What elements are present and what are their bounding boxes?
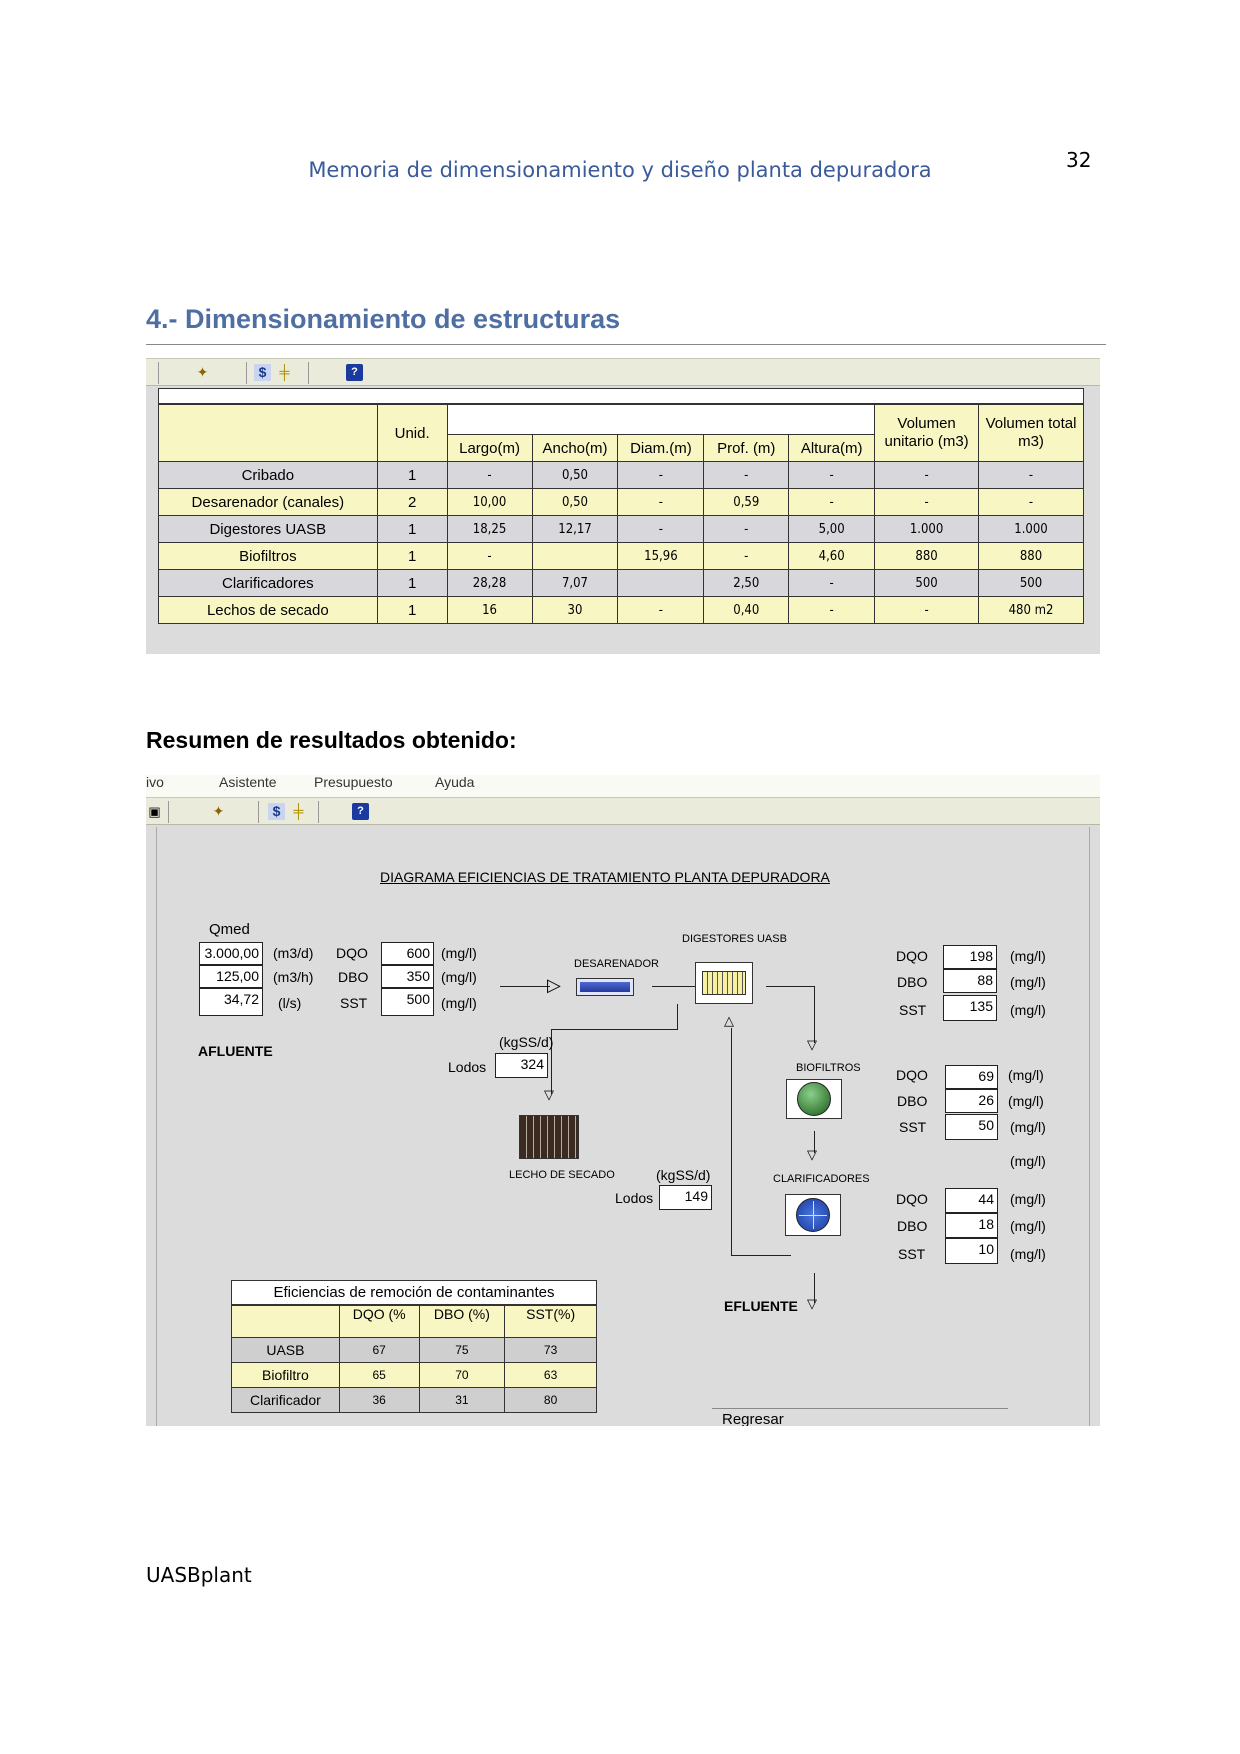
menu-bar: [146, 775, 1100, 797]
table-cell: -: [618, 597, 704, 624]
diam-header: Diam.(m): [618, 435, 704, 462]
uasb-dqo-value: 198: [943, 945, 997, 969]
flow-line: [500, 986, 550, 987]
influent-dbo-value: 350: [381, 965, 434, 988]
wizard-icon[interactable]: ✦: [212, 803, 225, 819]
structure-name-cell: Biofiltros: [159, 543, 378, 570]
uasb-sst-value: 135: [943, 995, 997, 1021]
flow-line: [731, 1255, 791, 1256]
efficiency-cell: 31: [419, 1388, 505, 1413]
efficiency-cell: 67: [339, 1338, 419, 1363]
wizard-icon[interactable]: ✦: [196, 364, 209, 380]
lodos1-label: Lodos: [448, 1059, 487, 1075]
uasb-dqo-label: DQO: [896, 948, 928, 964]
toolbar-separator: [308, 362, 309, 384]
clarif-dbo-value: 18: [945, 1213, 998, 1238]
toolbar: [146, 358, 1100, 386]
table-cell: 2: [377, 489, 447, 516]
efluente-label: EFLUENTE: [724, 1298, 798, 1314]
table-row: [159, 489, 1084, 516]
table-cell: -: [979, 489, 1084, 516]
dimension-table-body: [159, 462, 1084, 624]
arrow-head-down-icon: ▽: [807, 1037, 817, 1052]
biofiltro-sst-label: SST: [899, 1119, 927, 1135]
vol-total-header: Volumen total m3): [979, 405, 1084, 462]
lecho-label: LECHO DE SECADO: [509, 1169, 615, 1181]
influent-sst-value: 500: [381, 988, 434, 1016]
table-row: [159, 597, 1084, 624]
table-cell: [532, 543, 618, 570]
influent-dqo-label: DQO: [336, 945, 368, 961]
table-cell: -: [704, 516, 789, 543]
structure-name-cell: Cribado: [159, 462, 378, 489]
toolbar: [146, 797, 1100, 825]
uasb-dbo-unit: (mg/l): [1010, 974, 1046, 990]
structure-name-cell: Clarificadores: [159, 570, 378, 597]
table-cell: 30: [532, 597, 618, 624]
uasb-dbo-label: DBO: [897, 974, 928, 990]
table-cell: 0,59: [704, 489, 789, 516]
table-cell: -: [789, 570, 875, 597]
desarenador-label: DESARENADOR: [574, 958, 659, 970]
prof-header: Prof. (m): [704, 435, 789, 462]
influent-dbo-unit: (mg/l): [441, 969, 477, 985]
unit-name-cell: Biofiltro: [232, 1363, 340, 1388]
clarif-sst-value: 10: [945, 1238, 998, 1264]
menu-item-ayuda[interactable]: Ayuda: [435, 774, 475, 790]
lodos1-unit: (kgSS/d): [499, 1034, 554, 1050]
table-cell: [618, 570, 704, 597]
help-icon[interactable]: ?: [352, 803, 369, 820]
flow-line: [551, 1029, 678, 1030]
biofiltro-dqo-unit: (mg/l): [1008, 1067, 1044, 1083]
diagram-title: DIAGRAMA EFICIENCIAS DE TRATAMIENTO PLANTA DEPURADORA: [380, 869, 830, 885]
vol-unit-header: Volumen unitario (m3): [875, 405, 979, 462]
lodos2-value: 149: [659, 1185, 712, 1210]
table-cell: 5,00: [789, 516, 875, 543]
table-cell: 480 m2: [979, 597, 1084, 624]
table-cell: -: [618, 516, 704, 543]
toolbar-separator: [168, 801, 169, 823]
flow-line: [766, 986, 814, 987]
grid-icon[interactable]: ╪: [293, 803, 304, 819]
table-cell: 1: [377, 570, 447, 597]
table-cell: 1: [377, 597, 447, 624]
document-header-title: Memoria de dimensionamiento y diseño planta depuradora: [308, 158, 932, 182]
table-cell: 4,60: [789, 543, 875, 570]
eff-header-dqo: DQO (%: [339, 1306, 419, 1338]
uasb-sst-label: SST: [899, 1002, 927, 1018]
table-cell: -: [704, 462, 789, 489]
table-cell: 7,07: [532, 570, 618, 597]
table-cell: -: [447, 543, 532, 570]
table-row: [232, 1338, 597, 1363]
efficiency-table: [231, 1305, 597, 1413]
arrow-head-down-icon: ▽: [807, 1296, 817, 1311]
flow-line: [731, 1028, 732, 1255]
efficiency-cell: 80: [505, 1388, 597, 1413]
table-cell: 500: [979, 570, 1084, 597]
table-cell: 28,28: [447, 570, 532, 597]
efficiency-cell: 73: [505, 1338, 597, 1363]
flow-m3d-value: 3.000,00: [199, 942, 263, 965]
table-cell: 18,25: [447, 516, 532, 543]
table-cell: 12,17: [532, 516, 618, 543]
clarif-dbo-unit: (mg/l): [1010, 1218, 1046, 1234]
table-cell: -: [447, 462, 532, 489]
table-row: [159, 543, 1084, 570]
eff-header-dbo: DBO (%): [419, 1306, 505, 1338]
arrow-head-right-icon: ▷: [547, 975, 561, 995]
table-cell: 0,50: [532, 489, 618, 516]
diagram-window: [146, 775, 1100, 1426]
lodos2-label: Lodos: [615, 1190, 654, 1206]
toolbar-separator: [246, 362, 247, 384]
structure-name-cell: Lechos de secado: [159, 597, 378, 624]
dimension-window: [146, 348, 1100, 654]
clarif-dqo-value: 44: [945, 1188, 998, 1213]
budget-dollar-icon[interactable]: $: [254, 364, 271, 381]
table-cell: 10,00: [447, 489, 532, 516]
toolbar-separator: [258, 801, 259, 823]
arrow-head-down-icon: ▽: [544, 1087, 554, 1102]
table-row: [159, 462, 1084, 489]
save-icon[interactable]: ▣: [148, 804, 161, 819]
efficiency-cell: 36: [339, 1388, 419, 1413]
table-row: [159, 516, 1084, 543]
table-cell: 15,96: [618, 543, 704, 570]
flow-m3h-value: 125,00: [199, 965, 263, 988]
structure-name-cell: Digestores UASB: [159, 516, 378, 543]
table-row: [232, 1363, 597, 1388]
influent-sst-label: SST: [340, 995, 368, 1011]
desarenador-icon[interactable]: [576, 978, 634, 996]
table-cell: 2,50: [704, 570, 789, 597]
largo-header: Largo(m): [447, 435, 532, 462]
influent-dqo-value: 600: [381, 942, 434, 965]
uasb-dbo-value: 88: [943, 969, 997, 993]
table-cell: -: [789, 597, 875, 624]
biofiltro-sst-value: 50: [945, 1114, 998, 1140]
table-cell: 0,50: [532, 462, 618, 489]
table-cell: -: [875, 597, 979, 624]
efficiency-table-body: [232, 1338, 597, 1413]
efficiency-cell: 63: [505, 1363, 597, 1388]
toolbar-separator: [158, 362, 159, 384]
lodos1-value: 324: [495, 1053, 548, 1078]
clarificadores-label: CLARIFICADORES: [773, 1173, 870, 1185]
structure-name-cell: Desarenador (canales): [159, 489, 378, 516]
window-top-strip: [146, 348, 1100, 358]
table-cell: -: [979, 462, 1084, 489]
biofiltro-dbo-unit: (mg/l): [1008, 1093, 1044, 1109]
clarificador-icon[interactable]: [785, 1194, 841, 1236]
efficiency-table-title: Eficiencias de remoción de contaminantes: [231, 1280, 597, 1305]
biofiltros-label: BIOFILTROS: [796, 1062, 861, 1074]
results-heading: Resumen de resultados obtenido:: [146, 727, 517, 753]
flow-line: [677, 1004, 678, 1029]
section-divider: [146, 344, 1106, 345]
dimension-group-header: [447, 405, 875, 435]
efficiency-cell: 70: [419, 1363, 505, 1388]
table-cell: -: [704, 543, 789, 570]
uasb-sst-unit: (mg/l): [1010, 1002, 1046, 1018]
footer-text: UASBplant: [146, 1563, 252, 1587]
table-row: [232, 1388, 597, 1413]
uasb-dqo-unit: (mg/l): [1010, 948, 1046, 964]
biofiltro-dbo-label: DBO: [897, 1093, 928, 1109]
flow-m3h-unit: (m3/h): [273, 969, 314, 985]
flow-m3d-unit: (m3/d): [273, 945, 314, 961]
influent-dbo-label: DBO: [338, 969, 369, 985]
back-button-label: Regresar: [722, 1411, 784, 1426]
page-number: 32: [1066, 148, 1092, 172]
budget-dollar-icon[interactable]: $: [268, 803, 285, 820]
table-cell: 1.000: [979, 516, 1084, 543]
table-cell: 0,40: [704, 597, 789, 624]
table-cell: -: [618, 462, 704, 489]
digestores-label: DIGESTORES UASB: [682, 933, 787, 945]
table-cell: -: [875, 489, 979, 516]
altura-header: Altura(m): [789, 435, 875, 462]
table-cell: 1: [377, 543, 447, 570]
biofiltro-icon[interactable]: [786, 1079, 842, 1119]
clarif-dbo-label: DBO: [897, 1218, 928, 1234]
help-icon[interactable]: ?: [346, 364, 363, 381]
table-row: [159, 570, 1084, 597]
influent-sst-unit: (mg/l): [441, 995, 477, 1011]
menu-item-asistente[interactable]: Asistente: [219, 774, 277, 790]
table-cell: 500: [875, 570, 979, 597]
efficiency-corner: [232, 1306, 340, 1338]
toolbar-separator: [318, 801, 319, 823]
biofiltro-sst-unit: (mg/l): [1010, 1119, 1046, 1135]
table-panel-top: [158, 388, 1084, 404]
table-cell: 1: [377, 462, 447, 489]
table-cell: 1.000: [875, 516, 979, 543]
clarif-sst-label: SST: [898, 1246, 926, 1262]
unit-name-cell: Clarificador: [232, 1388, 340, 1413]
extra-unit-label: (mg/l): [1010, 1153, 1046, 1169]
table-cell: -: [789, 462, 875, 489]
flow-ls-value: 34,72: [199, 988, 263, 1016]
eff-header-sst: SST(%): [505, 1306, 597, 1338]
digestor-uasb-icon[interactable]: [695, 962, 753, 1004]
arrow-head-up-icon: △: [724, 1013, 734, 1028]
biofiltro-dqo-value: 69: [945, 1065, 998, 1089]
clarif-dqo-unit: (mg/l): [1010, 1191, 1046, 1207]
back-button[interactable]: [712, 1408, 1008, 1426]
menu-item-archivo[interactable]: ivo: [146, 774, 164, 790]
flow-line: [652, 986, 696, 987]
biofiltro-dqo-label: DQO: [896, 1067, 928, 1083]
efficiency-cell: 75: [419, 1338, 505, 1363]
menu-item-presupuesto[interactable]: Presupuesto: [314, 774, 393, 790]
flow-line: [814, 986, 815, 1043]
section-heading: 4.- Dimensionamiento de estructuras: [146, 304, 621, 334]
lecho-secado-icon[interactable]: [519, 1115, 579, 1159]
clarif-sst-unit: (mg/l): [1010, 1246, 1046, 1262]
dimension-table: [158, 404, 1084, 624]
flow-ls-unit: (l/s): [278, 995, 302, 1011]
table-cell: 880: [875, 543, 979, 570]
table-cell: 1: [377, 516, 447, 543]
clarif-dqo-label: DQO: [896, 1191, 928, 1207]
unid-header: Unid.: [377, 405, 447, 462]
influent-dqo-unit: (mg/l): [441, 945, 477, 961]
table-cell: 880: [979, 543, 1084, 570]
ancho-header: Ancho(m): [532, 435, 618, 462]
biofiltro-dbo-value: 26: [945, 1089, 998, 1113]
table-cell: -: [789, 489, 875, 516]
lodos2-unit: (kgSS/d): [656, 1167, 711, 1183]
qmed-label: Qmed: [209, 921, 250, 938]
efficiency-cell: 65: [339, 1363, 419, 1388]
structure-header: [159, 405, 378, 462]
arrow-head-down-icon: ▽: [807, 1147, 817, 1162]
table-cell: -: [875, 462, 979, 489]
table-cell: -: [618, 489, 704, 516]
table-cell: 16: [447, 597, 532, 624]
unit-name-cell: UASB: [232, 1338, 340, 1363]
grid-icon[interactable]: ╪: [279, 364, 290, 380]
afluente-label: AFLUENTE: [198, 1043, 273, 1059]
